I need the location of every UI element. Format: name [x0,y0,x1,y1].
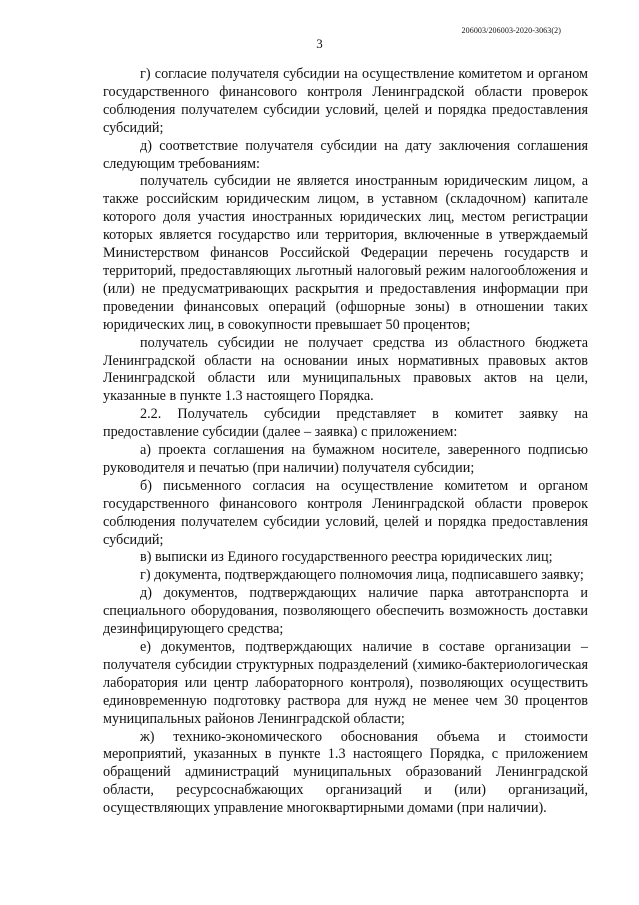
paragraph-feasibility-study: ж) технико-экономического обоснования объема и стоимости мероприятий, указанных в пункте 1.3 настоящего Порядка, с приложением обращений администраций муниципальных образований Ленинградской области, ресурсоснабжающих организаций и (или) организаций, осуществляющих управление многоквартирными домами (при наличии). [103,728,588,817]
paragraph-registry-extract: в) выписки из Единого государственного реестра юридических лиц; [140,549,553,566]
paragraph-application-submission: 2.2. Получатель субсидии представляет в комитет заявку на предоставление субсидии (далее – заявка) с приложением: [103,406,588,441]
paragraph-laboratory-units: е) документов, подтверждающих наличие в составе организации – получателя субсидии структурных подразделений (химико-бактериологическая лаборатория или центр лабораторного контроля), позволяющих осуществить единовременную подготовку раствора для нужд не менее чем 30 процентов муниципальных районов Ленинградской области; [103,639,588,727]
paragraph-vehicle-fleet: д) документов, подтверждающих наличие парка автотранспорта и специального оборудования, позволяющего обеспечить возможность доставки дезинфицирующего средства; [103,585,588,638]
document-body [103,66,588,818]
paragraph-no-other-budget-funds: получатель субсидии не получает средства из областного бюджета Ленинградской области на основании иных нормативных правовых актов Ленинградской области или муниципальных правовых актов на цели, указанные в пункте 1.3 настоящего Порядка. [103,334,588,405]
document-registration-code: 206003/206003-2020-3063(2) [461,26,561,35]
page-number: 3 [316,36,323,51]
paragraph-written-consent: б) письменного согласия на осуществление комитетом и органом государственного финансового контроля Ленинградской области проверок соблюдения получателем субсидии условий, целей и порядка предоставления субсидий; [103,477,588,548]
paragraph-requirements-intro: д) соответствие получателя субсидии на дату заключения соглашения следующим требованиям: [103,137,588,172]
paragraph-consent-inspections: г) согласие получателя субсидии на осуществление комитетом и органом государственного финансового контроля Ленинградской области проверок соблюдения получателем субсидии условий, целей и порядка предоставления субсидий; [103,66,588,136]
paragraph-agreement-draft: а) проекта соглашения на бумажном носителе, заверенного подписью руководителя и печатью (при наличии) получателя субсидии; [103,442,588,476]
paragraph-not-foreign-entity: получатель субсидии не является иностранным юридическим лицом, а также российским юридическим лицом, в уставном (складочном) капитале которого доля участия иностранных юридических лиц, местом регистрации которых является государство или территория, включенные в утверждаемый Министерством финансов Российской Федерации перечень государств и территорий, предоставляющих льготный налоговый режим налогообложения и (или) не предусматривающих раскрытия и предоставления информации при проведении финансовых операций (офшорные зоны) в отношении таких юридических лиц, в совокупности превышает 50 процентов; [103,173,588,333]
paragraph-authority-document: г) документа, подтверждающего полномочия лица, подписавшего заявку; [140,567,584,584]
